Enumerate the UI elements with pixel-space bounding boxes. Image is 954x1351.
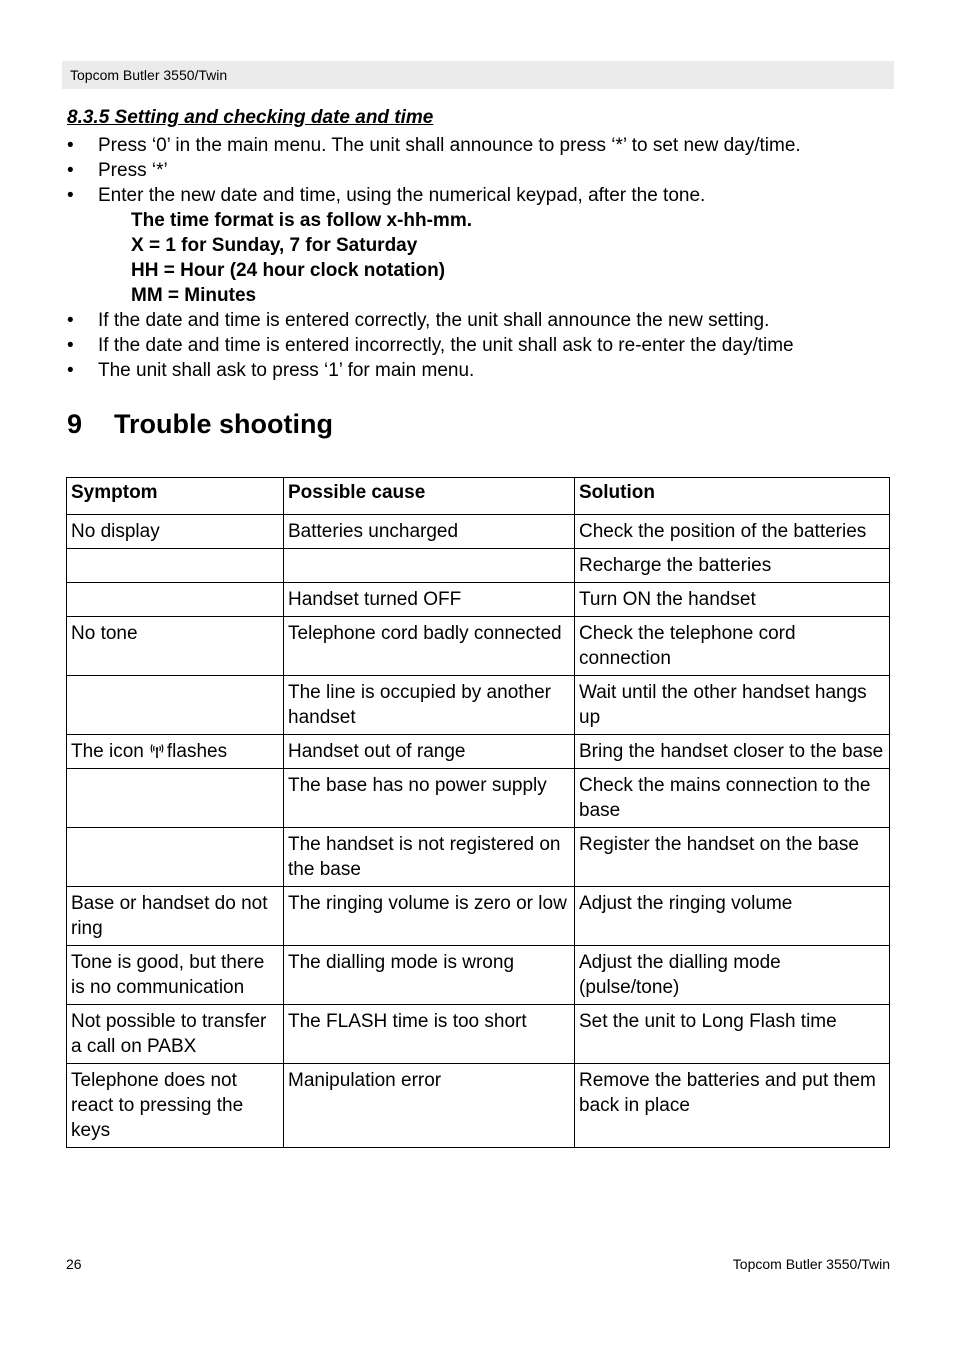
- solution-cell: Adjust the ringing volume: [575, 887, 890, 946]
- footer-title: Topcom Butler 3550/Twin: [732, 1256, 890, 1272]
- table-row: [67, 549, 890, 583]
- list-item: • If the date and time is entered incorrectly, the unit shall ask to re-enter the day/time: [67, 335, 794, 356]
- cause-cell: The dialling mode is wrong: [284, 946, 575, 1005]
- instructions: [67, 133, 897, 383]
- symptom-cell: Telephone does not react to pressing the keys: [67, 1064, 284, 1148]
- time-format-line: The time format is as follow x-hh-mm.: [131, 210, 472, 231]
- cause-cell: Handset turned OFF: [284, 583, 575, 617]
- column-header-symptom: Symptom: [67, 478, 284, 515]
- symptom-cell: Base or handset do not ring: [67, 887, 284, 946]
- table-row: [67, 1005, 890, 1064]
- subsection-title: 8.3.5 Setting and checking date and time: [67, 107, 434, 128]
- table-row: [67, 828, 890, 887]
- symptom-prefix: The icon: [71, 741, 144, 762]
- solution-cell: Register the handset on the base: [575, 828, 890, 887]
- bullet-icon: •: [67, 310, 74, 331]
- bullet-icon: •: [67, 160, 74, 181]
- bullet-icon: •: [67, 135, 74, 156]
- table-row: [67, 617, 890, 676]
- list-item: • Press ‘*’: [67, 160, 168, 181]
- symptom-cell: No display: [67, 515, 284, 549]
- column-header-cause: Possible cause: [284, 478, 575, 515]
- list-item: • Enter the new date and time, using the numerical keypad, after the tone.: [67, 185, 706, 206]
- table-header-row: [67, 478, 890, 515]
- bullet-icon: •: [67, 185, 74, 206]
- table-row: [67, 515, 890, 549]
- bullet-icon: •: [67, 335, 74, 356]
- symptom-cell: [67, 735, 284, 769]
- table-row: [67, 769, 890, 828]
- table-row: [67, 887, 890, 946]
- table-row: [67, 946, 890, 1005]
- solution-cell: Turn ON the handset: [575, 583, 890, 617]
- cause-cell: [284, 549, 575, 583]
- troubleshooting-table: [66, 477, 890, 1148]
- symptom-cell: Tone is good, but there is no communication: [67, 946, 284, 1005]
- antenna-signal-icon: [150, 741, 164, 757]
- cause-cell: The line is occupied by another handset: [284, 676, 575, 735]
- cause-cell: The ringing volume is zero or low: [284, 887, 575, 946]
- cause-cell: Batteries uncharged: [284, 515, 575, 549]
- bullet-icon: •: [67, 360, 74, 381]
- table-row: [67, 676, 890, 735]
- time-format-line: MM = Minutes: [131, 285, 257, 306]
- header-title: Topcom Butler 3550/Twin: [70, 67, 228, 83]
- symptom-cell: [67, 828, 284, 887]
- table-row: [67, 583, 890, 617]
- cause-cell: Manipulation error: [284, 1064, 575, 1148]
- cause-cell: The FLASH time is too short: [284, 1005, 575, 1064]
- time-format-line: X = 1 for Sunday, 7 for Saturday: [131, 235, 418, 256]
- cause-cell: Telephone cord badly connected: [284, 617, 575, 676]
- list-item: • Press ‘0’ in the main menu. The unit shall announce to press ‘*’ to set new day/time.: [67, 135, 801, 156]
- symptom-cell: [67, 769, 284, 828]
- solution-cell: Set the unit to Long Flash time: [575, 1005, 890, 1064]
- cause-cell: Handset out of range: [284, 735, 575, 769]
- cause-cell: The handset is not registered on the base: [284, 828, 575, 887]
- page-number: 26: [66, 1256, 82, 1272]
- symptom-cell: [67, 583, 284, 617]
- cause-cell: The base has no power supply: [284, 769, 575, 828]
- chapter-heading: [67, 406, 333, 442]
- solution-cell: Check the position of the batteries: [575, 515, 890, 549]
- solution-cell: Wait until the other handset hangs up: [575, 676, 890, 735]
- time-format-line: HH = Hour (24 hour clock notation): [131, 260, 446, 281]
- symptom-cell: Not possible to transfer a call on PABX: [67, 1005, 284, 1064]
- chapter-number: 9: [67, 409, 83, 439]
- table-row: [67, 1064, 890, 1148]
- symptom-cell: [67, 549, 284, 583]
- page-header: [62, 61, 894, 89]
- solution-cell: Remove the batteries and put them back in place: [575, 1064, 890, 1148]
- solution-cell: Adjust the dialling mode (pulse/tone): [575, 946, 890, 1005]
- chapter-title: Trouble shooting: [114, 409, 333, 439]
- symptom-cell: No tone: [67, 617, 284, 676]
- table-row: [67, 735, 890, 769]
- column-header-solution: Solution: [575, 478, 890, 515]
- solution-cell: Bring the handset closer to the base: [575, 735, 890, 769]
- symptom-suffix: flashes: [166, 741, 228, 762]
- list-item: • The unit shall ask to press ‘1’ for main menu.: [67, 360, 475, 381]
- symptom-cell: [67, 676, 284, 735]
- solution-cell: Check the telephone cord connection: [575, 617, 890, 676]
- list-item: • If the date and time is entered correctly, the unit shall announce the new setting.: [67, 310, 770, 331]
- solution-cell: Recharge the batteries: [575, 549, 890, 583]
- solution-cell: Check the mains connection to the base: [575, 769, 890, 828]
